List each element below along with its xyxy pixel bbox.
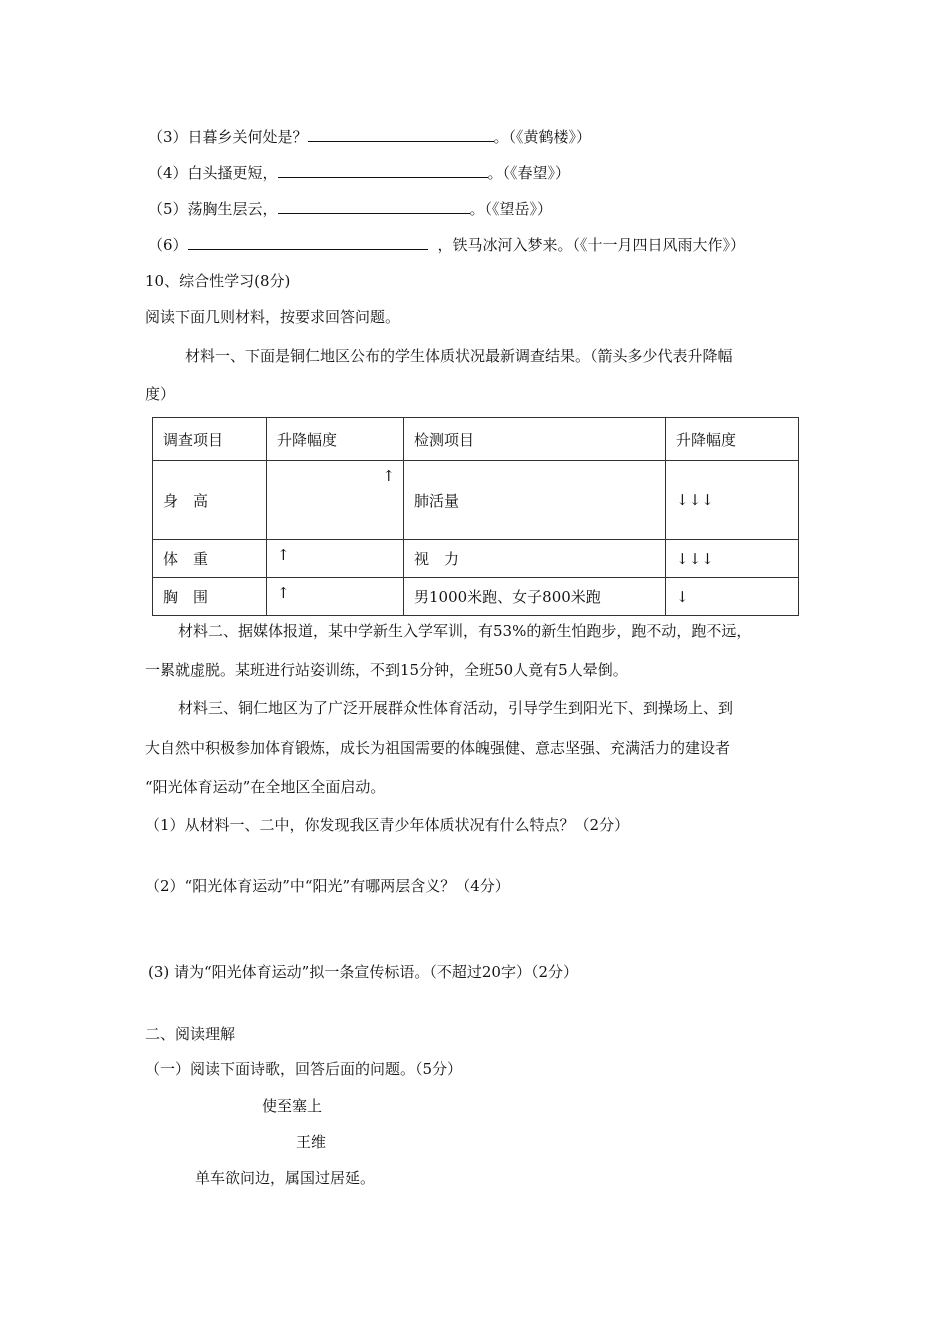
fill-in-4-suffix: 。（《春望》） <box>487 164 571 182</box>
header-survey-item: 调查项目 <box>153 418 267 461</box>
row-change-cell <box>267 578 404 616</box>
material2-line2: 一累就虚脱。某班进行站姿训练，不到15分钟，全班50人竟有5人晕倒。 <box>145 661 628 679</box>
fill-in-3 <box>148 127 591 147</box>
row-item: 胸 围 <box>153 578 267 616</box>
table-row <box>153 578 799 616</box>
material3-line1: 材料三、铜仁地区为了广泛开展群众性体育活动，引导学生到阳光下、到操场上、到 <box>178 699 734 717</box>
up-arrow-icon: ↑ <box>277 546 290 564</box>
table-header-row <box>153 418 799 461</box>
fill-in-3-prefix: （3）日暮乡关何处是？ <box>148 128 308 146</box>
fill-in-4 <box>148 163 570 183</box>
question-1: （1）从材料一、二中，你发现我区青少年体质状况有什么特点？（2分） <box>145 816 630 834</box>
answer-blank-4[interactable] <box>278 163 488 178</box>
fill-in-5-prefix: （5）荡胸生层云， <box>148 200 278 218</box>
table-row <box>153 461 799 540</box>
question-3: (3) 请为“阳光体育运动”拟一条宣传标语。（不超过20字）（2分） <box>148 963 578 981</box>
fill-in-6 <box>148 235 745 255</box>
part2-subheading: （一）阅读下面诗歌，回答后面的问题。（5分） <box>145 1060 463 1078</box>
row-change-cell <box>267 540 404 578</box>
header-change: 升降幅度 <box>267 418 404 461</box>
header-test-item: 检测项目 <box>404 418 666 461</box>
table-row <box>153 540 799 578</box>
answer-blank-3[interactable] <box>308 127 494 142</box>
poem-author: 王维 <box>296 1133 327 1151</box>
row-test-change: ↓↓↓ <box>666 540 799 578</box>
answer-blank-5[interactable] <box>278 199 470 214</box>
poem-title: 使至塞上 <box>262 1097 323 1115</box>
up-arrow-icon: ↑ <box>382 467 395 485</box>
answer-blank-6[interactable] <box>188 235 428 250</box>
row-test: 男1000米跑、女子800米跑 <box>404 578 666 616</box>
fill-in-5 <box>148 199 552 219</box>
row-item: 体 重 <box>153 540 267 578</box>
header-test-change: 升降幅度 <box>666 418 799 461</box>
material1-line1: 材料一、下面是铜仁地区公布的学生体质状况最新调查结果。（箭头多少代表升降幅 <box>185 347 733 365</box>
fill-in-4-prefix: （4）白头搔更短， <box>148 164 278 182</box>
material1-line2: 度） <box>145 385 176 403</box>
question-2: （2）“阳光体育运动”中“阳光”有哪两层含义？（4分） <box>145 877 510 895</box>
fill-in-3-suffix: 。（《黄鹤楼》） <box>493 128 592 146</box>
section10-heading: 10、综合性学习(8分) <box>145 272 291 290</box>
fill-in-6-prefix: （6） <box>148 236 188 254</box>
row-test: 肺活量 <box>404 461 666 540</box>
poem-line-1: 单车欲问边，属国过居延。 <box>195 1169 376 1187</box>
material2-line1: 材料二、据媒体报道，某中学新生入学军训，有53%的新生怕跑步，跑不动，跑不远， <box>178 622 752 640</box>
material3-line2: 大自然中积极参加体育锻炼，成长为祖国需要的体魄强健、意志坚强、充满活力的建设者 <box>145 739 731 757</box>
fill-in-5-suffix: 。（《望岳》） <box>469 200 553 218</box>
part2-heading: 二、阅读理解 <box>145 1025 236 1043</box>
row-test-change: ↓↓↓ <box>666 461 799 540</box>
row-test: 视 力 <box>404 540 666 578</box>
survey-table <box>152 417 799 616</box>
material3-line3: “阳光体育运动”在全地区全面启动。 <box>145 778 386 796</box>
row-test-change: ↓ <box>666 578 799 616</box>
row-item: 身 高 <box>153 461 267 540</box>
up-arrow-icon: ↑ <box>277 584 290 602</box>
row-change-cell <box>267 461 404 540</box>
fill-in-6-suffix: ，铁马冰河入梦来。（《十一月四日风雨大作》） <box>437 236 746 254</box>
section10-intro: 阅读下面几则材料，按要求回答问题。 <box>145 308 401 326</box>
